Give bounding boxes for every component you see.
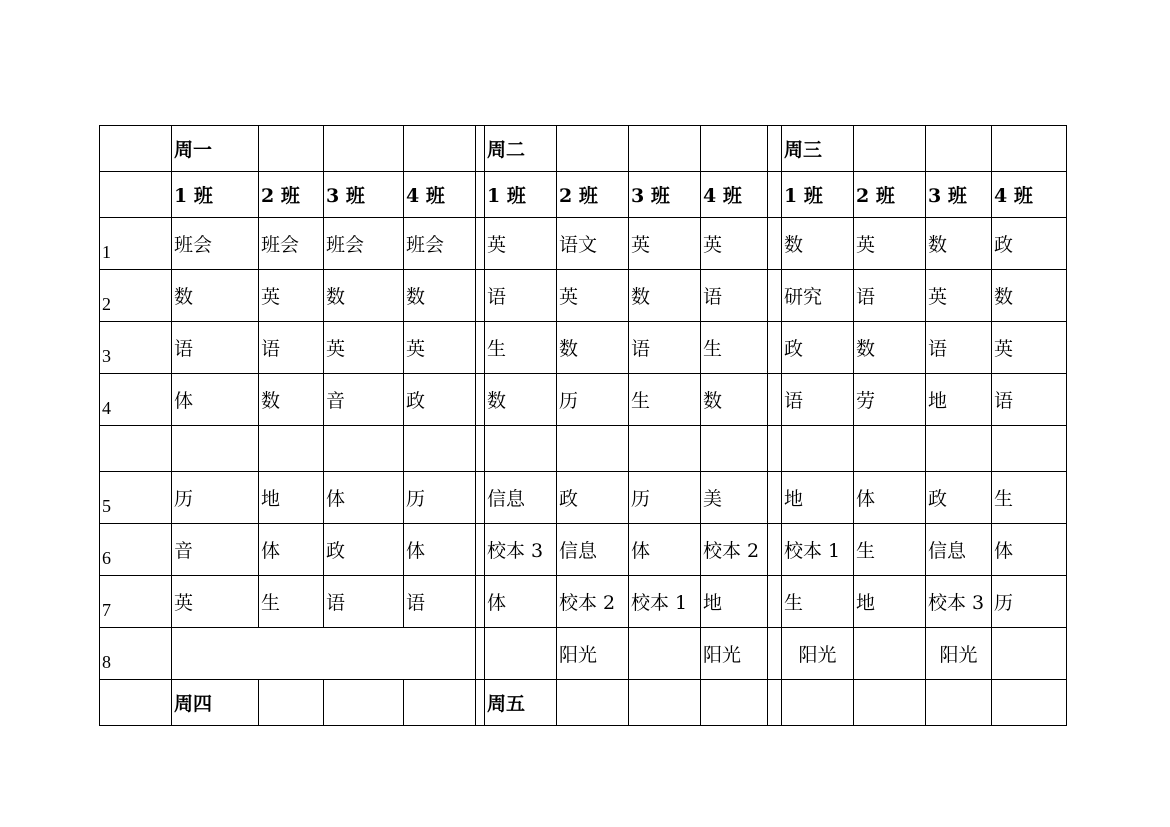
period-number: 6 — [100, 524, 172, 576]
class-header: 3 班 — [629, 172, 701, 218]
subject-cell: 语 — [782, 374, 854, 426]
merged-cell — [172, 628, 476, 680]
period-row — [100, 628, 1067, 680]
subject-cell: 体 — [172, 374, 259, 426]
subject-cell: 生 — [992, 472, 1067, 524]
divider — [476, 628, 485, 680]
class-header: 2 班 — [259, 172, 324, 218]
divider — [476, 472, 485, 524]
period-row — [100, 322, 1067, 374]
subject-cell: 数 — [992, 270, 1067, 322]
subject-cell: 历 — [557, 374, 629, 426]
subject-cell: 信息 — [926, 524, 992, 576]
class-header: 1 班 — [782, 172, 854, 218]
class-header: 2 班 — [854, 172, 926, 218]
subject-cell: 地 — [782, 472, 854, 524]
subject-cell: 政 — [992, 218, 1067, 270]
subject-cell: 地 — [701, 576, 768, 628]
day-header-row — [100, 680, 1067, 726]
subject-cell: 历 — [172, 472, 259, 524]
subject-cell: 体 — [324, 472, 404, 524]
class-header: 4 班 — [404, 172, 476, 218]
subject-cell: 英 — [485, 218, 557, 270]
divider — [476, 218, 485, 270]
subject-cell: 阳光 — [701, 628, 768, 680]
subject-cell: 信息 — [557, 524, 629, 576]
break-row — [100, 426, 1067, 472]
subject-cell: 班会 — [172, 218, 259, 270]
subject-cell: 历 — [629, 472, 701, 524]
subject-cell: 校本 1 — [782, 524, 854, 576]
subject-cell: 阳光 — [782, 628, 854, 680]
period-number: 1 — [100, 218, 172, 270]
subject-cell: 数 — [324, 270, 404, 322]
subject-cell: 美 — [701, 472, 768, 524]
period-row — [100, 472, 1067, 524]
subject-cell: 政 — [557, 472, 629, 524]
divider — [476, 426, 485, 472]
day-header-mon: 周一 — [172, 126, 259, 172]
subject-cell: 政 — [404, 374, 476, 426]
subject-cell: 数 — [854, 322, 926, 374]
class-header: 1 班 — [172, 172, 259, 218]
subject-cell: 语 — [485, 270, 557, 322]
period-number: 4 — [100, 374, 172, 426]
divider — [476, 172, 485, 218]
class-header: 3 班 — [926, 172, 992, 218]
subject-cell: 地 — [854, 576, 926, 628]
subject-cell: 地 — [926, 374, 992, 426]
period-row — [100, 218, 1067, 270]
subject-cell: 数 — [485, 374, 557, 426]
subject-cell: 英 — [404, 322, 476, 374]
subject-cell: 生 — [854, 524, 926, 576]
subject-cell: 英 — [629, 218, 701, 270]
subject-cell: 班会 — [404, 218, 476, 270]
day-header-row — [100, 126, 1067, 172]
subject-cell: 英 — [557, 270, 629, 322]
subject-cell: 校本 3 — [926, 576, 992, 628]
subject-cell: 劳 — [854, 374, 926, 426]
subject-cell: 体 — [485, 576, 557, 628]
period-number: 8 — [100, 628, 172, 680]
subject-cell: 数 — [926, 218, 992, 270]
subject-cell: 生 — [782, 576, 854, 628]
subject-cell: 数 — [557, 322, 629, 374]
subject-cell: 校本 2 — [557, 576, 629, 628]
subject-cell: 生 — [259, 576, 324, 628]
subject-cell: 英 — [324, 322, 404, 374]
class-header: 1 班 — [485, 172, 557, 218]
subject-cell: 语 — [701, 270, 768, 322]
period-row — [100, 270, 1067, 322]
subject-cell: 班会 — [259, 218, 324, 270]
subject-cell: 生 — [629, 374, 701, 426]
divider — [768, 374, 782, 426]
divider — [476, 322, 485, 374]
divider — [476, 126, 485, 172]
day-header-thu: 周四 — [172, 680, 259, 726]
subject-cell: 体 — [629, 524, 701, 576]
subject-cell: 阳光 — [926, 628, 992, 680]
subject-cell: 数 — [172, 270, 259, 322]
subject-cell: 英 — [701, 218, 768, 270]
class-header: 4 班 — [701, 172, 768, 218]
subject-cell: 语 — [259, 322, 324, 374]
divider — [768, 126, 782, 172]
divider — [768, 426, 782, 472]
subject-cell: 校本 2 — [701, 524, 768, 576]
subject-cell: 历 — [404, 472, 476, 524]
subject-cell: 音 — [324, 374, 404, 426]
subject-cell: 历 — [992, 576, 1067, 628]
divider — [768, 524, 782, 576]
subject-cell: 信息 — [485, 472, 557, 524]
period-row — [100, 374, 1067, 426]
class-header-row — [100, 172, 1067, 218]
divider — [768, 628, 782, 680]
subject-cell: 体 — [259, 524, 324, 576]
divider — [768, 218, 782, 270]
subject-cell: 校本 3 — [485, 524, 557, 576]
subject-cell: 语文 — [557, 218, 629, 270]
day-header-wed: 周三 — [782, 126, 854, 172]
divider — [476, 680, 485, 726]
divider — [768, 680, 782, 726]
subject-cell: 政 — [782, 322, 854, 374]
subject-cell: 政 — [926, 472, 992, 524]
class-header: 2 班 — [557, 172, 629, 218]
subject-cell: 语 — [172, 322, 259, 374]
subject-cell: 体 — [992, 524, 1067, 576]
divider — [768, 576, 782, 628]
subject-cell: 班会 — [324, 218, 404, 270]
timetable — [99, 125, 1067, 726]
corner-cell — [100, 126, 172, 172]
divider — [768, 322, 782, 374]
subject-cell: 生 — [485, 322, 557, 374]
period-number: 2 — [100, 270, 172, 322]
subject-cell: 数 — [782, 218, 854, 270]
class-header: 3 班 — [324, 172, 404, 218]
divider — [476, 576, 485, 628]
period-row — [100, 524, 1067, 576]
subject-cell: 体 — [854, 472, 926, 524]
divider — [768, 172, 782, 218]
divider — [768, 472, 782, 524]
subject-cell: 英 — [926, 270, 992, 322]
subject-cell: 数 — [259, 374, 324, 426]
subject-cell: 英 — [172, 576, 259, 628]
subject-cell: 英 — [259, 270, 324, 322]
subject-cell: 校本 1 — [629, 576, 701, 628]
day-header-tue: 周二 — [485, 126, 557, 172]
subject-cell: 体 — [404, 524, 476, 576]
subject-cell: 英 — [992, 322, 1067, 374]
subject-cell: 语 — [404, 576, 476, 628]
divider — [476, 374, 485, 426]
divider — [768, 270, 782, 322]
subject-cell: 语 — [324, 576, 404, 628]
subject-cell: 政 — [324, 524, 404, 576]
day-header-fri: 周五 — [485, 680, 557, 726]
divider — [476, 270, 485, 322]
subject-cell: 生 — [701, 322, 768, 374]
subject-cell: 英 — [854, 218, 926, 270]
divider — [476, 524, 485, 576]
subject-cell: 语 — [629, 322, 701, 374]
class-header: 4 班 — [992, 172, 1067, 218]
subject-cell: 语 — [854, 270, 926, 322]
subject-cell: 研究 — [782, 270, 854, 322]
period-row — [100, 576, 1067, 628]
subject-cell: 数 — [404, 270, 476, 322]
subject-cell: 语 — [992, 374, 1067, 426]
period-number: 5 — [100, 472, 172, 524]
period-number: 7 — [100, 576, 172, 628]
subject-cell: 数 — [629, 270, 701, 322]
subject-cell: 阳光 — [557, 628, 629, 680]
subject-cell: 数 — [701, 374, 768, 426]
subject-cell: 语 — [926, 322, 992, 374]
period-number: 3 — [100, 322, 172, 374]
subject-cell: 音 — [172, 524, 259, 576]
subject-cell: 地 — [259, 472, 324, 524]
